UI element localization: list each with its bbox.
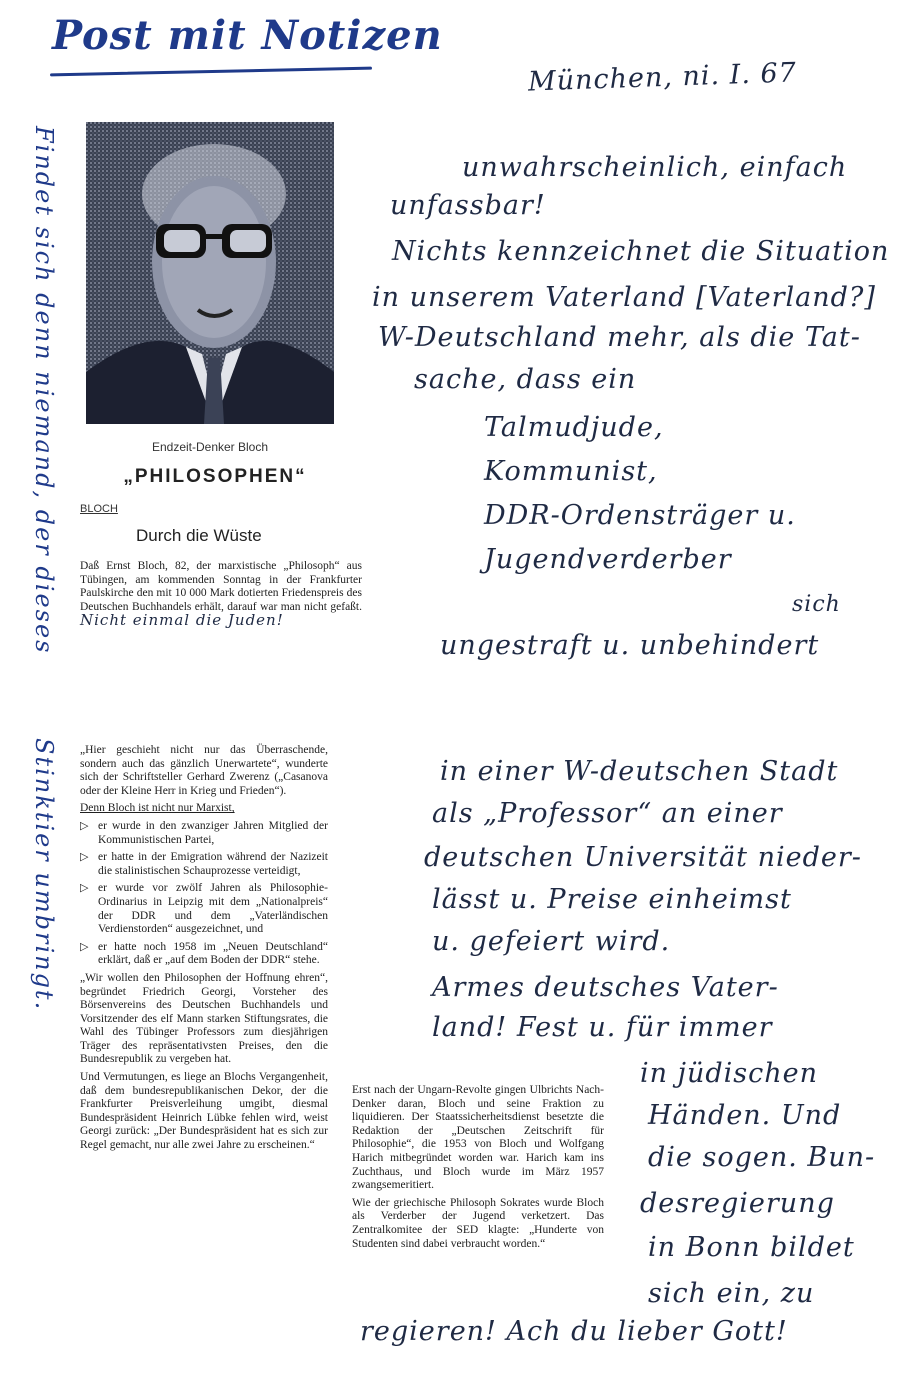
bullet-item: [80, 820, 328, 847]
handwriting-line: sich ein, zu: [648, 1278, 815, 1309]
col1-subheading: Denn Bloch ist nicht nur Marxist,: [80, 802, 235, 815]
handwriting-line: u. gefeiert wird.: [432, 926, 671, 957]
handwriting-line: ungestraft u. unbehindert: [440, 630, 820, 661]
handwriting-line: Kommunist,: [484, 456, 658, 487]
lead-text: Daß Ernst Bloch, 82, der marxistische „Philosoph“ aus Tübingen, am kommenden Sonntag in der Frankfurter Paulskirche den mit 10 000 Mark dotierten Friedenspreis des Deutschen Buchhandels erhält, darauf war man nicht gefaßt.: [80, 560, 362, 613]
bullet-item: [80, 851, 328, 878]
handwriting-line: die sogen. Bun-: [648, 1142, 876, 1173]
photo-caption: Endzeit-Denker Bloch: [151, 440, 269, 454]
handwriting-line: Händen. Und: [648, 1100, 842, 1131]
triangle-bullet-icon: ▷: [80, 819, 89, 832]
bullet-text: er wurde vor zwölf Jahren als Philosophie-Ordinarius in Leipzig mit dem „Nationalpreis“ der DDR und dem „Vaterländischen Verdienstorden“ ausgezeichnet, und: [98, 882, 328, 936]
margin-note-top: Findet sich denn niemand, der dieses: [30, 126, 58, 655]
bullet-text: er hatte in der Emigration während der Nazizeit die stalinistischen Schauprozesse verteidigt,: [98, 851, 328, 877]
margin-note-bottom: Stinktier umbringt.: [30, 738, 58, 1012]
handwritten-title: Post mit Notizen: [52, 12, 443, 59]
portrait-photo: [86, 122, 334, 424]
handwriting-line: in jüdischen: [640, 1058, 819, 1089]
article-column-1: [80, 744, 328, 1157]
handwriting-line: desregierung: [640, 1188, 835, 1219]
col1-paragraph-3: Und Vermutungen, es liege an Blochs Vergangenheit, daß dem bundesrepublikanischen Dekor, der die Frankfurter Preisverleihung umgibt, diesmal Bundespräsident Heinrich Lübke fehlen wird, weist Georgi zurück: „Der Bundespräsident hat es sich zur Regel gemacht, nur alle zwei Jahre zu erscheinen.“: [80, 1071, 328, 1152]
handwriting-line: sich: [792, 592, 841, 617]
handwriting-line: deutschen Universität nieder-: [424, 842, 862, 873]
bullet-item: [80, 882, 328, 936]
handwriting-line: regieren! Ach du lieber Gott!: [360, 1316, 788, 1347]
handwriting-line: Nichts kennzeichnet die Situation: [392, 236, 890, 267]
col2-paragraph-2: Wie der griechische Philosoph Sokrates wurde Bloch als Verderber der Jugend verketzert. Das Zentralkomitee der SED klagte: „Hunderte von Studenten sind dabei verbraucht worden.“: [352, 1196, 604, 1250]
article-lead: [80, 560, 362, 630]
col1-paragraph-2: „Wir wollen den Philosophen der Hoffnung ehren“, begründet Friedrich Georgi, Vorsteher des Börsenvereins des Deutschen Buchhandels und Vorsitzender des elf Mann starken Stiftungsrates, die Wahl des Tübinger Professors zum diesjährigen Träger des repräsentativsten Preises, den die Bundesrepublik zu vergeben hat.: [80, 971, 328, 1066]
handwriting-line: in einer W-deutschen Stadt: [440, 756, 839, 787]
col2-paragraph-1: Erst nach der Ungarn-Revolte gingen Ulbrichts Nach-Denker daran, Bloch und seine Fraktion zu liquidieren. Der Staatssicherheitsdienst besetzte die Redaktion der „Deutschen Zeitschrift für Philosophie“, die 1953 von Bloch und Wolfgang Harich mitbegründet worden war. Harich kam ins Zuchthaus, und Bloch wurde im März 1957 zwangsemeritiert.: [352, 1084, 604, 1192]
handwriting-line: unwahrscheinlich, einfach: [462, 152, 848, 183]
handwriting-line: unfassbar!: [390, 190, 546, 221]
article-column-2: [352, 1084, 604, 1255]
handwriting-line: Talmudjude,: [484, 412, 664, 443]
lead-handwritten-annotation: Nicht einmal die Juden!: [80, 611, 284, 630]
handwriting-line: W-Deutschland mehr, als die Tat-: [378, 322, 861, 353]
col1-paragraph-1: „Hier geschieht nicht nur das Überraschende, sondern auch das gänzlich Unerwartete“, wunderte sich der Schriftsteller Gerhard Zwerenz („Casanova oder der Kleine Herr in Krieg und Frieden“).: [80, 744, 328, 797]
article-headline: Durch die Wüste: [136, 526, 262, 545]
handwriting-line: Jugendverderber: [484, 544, 732, 575]
handwriting-line: Armes deutsches Vater-: [432, 972, 779, 1003]
triangle-bullet-icon: ▷: [80, 851, 89, 864]
handwriting-line: in Bonn bildet: [648, 1232, 855, 1263]
handwriting-line: land! Fest u. für immer: [432, 1012, 773, 1043]
triangle-bullet-icon: ▷: [80, 882, 89, 895]
handwriting-line: als „Professor“ an einer: [432, 798, 783, 829]
handwritten-date: München, ni. I. 67: [527, 57, 798, 98]
bullet-text: er hatte noch 1958 im „Neuen Deutschland“ erklärt, daß er „auf dem Boden der DDR“ stehe.: [98, 940, 328, 967]
article-tag: BLOCH: [80, 503, 118, 515]
handwriting-line: DDR-Ordensträger u.: [484, 500, 796, 531]
handwriting-line: lässt u. Preise einheimst: [432, 884, 792, 915]
title-underline: [50, 67, 372, 77]
handwriting-line: in unserem Vaterland [Vaterland?]: [372, 282, 876, 313]
bullet-text: er wurde in den zwanziger Jahren Mitglied der Kommunistischen Partei,: [98, 819, 328, 846]
bullet-item: [80, 941, 328, 968]
handwriting-line: sache, dass ein: [414, 364, 637, 395]
section-label: „PHILOSOPHEN“: [123, 466, 307, 487]
triangle-bullet-icon: ▷: [80, 940, 89, 953]
portrait-illustration: [86, 122, 334, 424]
